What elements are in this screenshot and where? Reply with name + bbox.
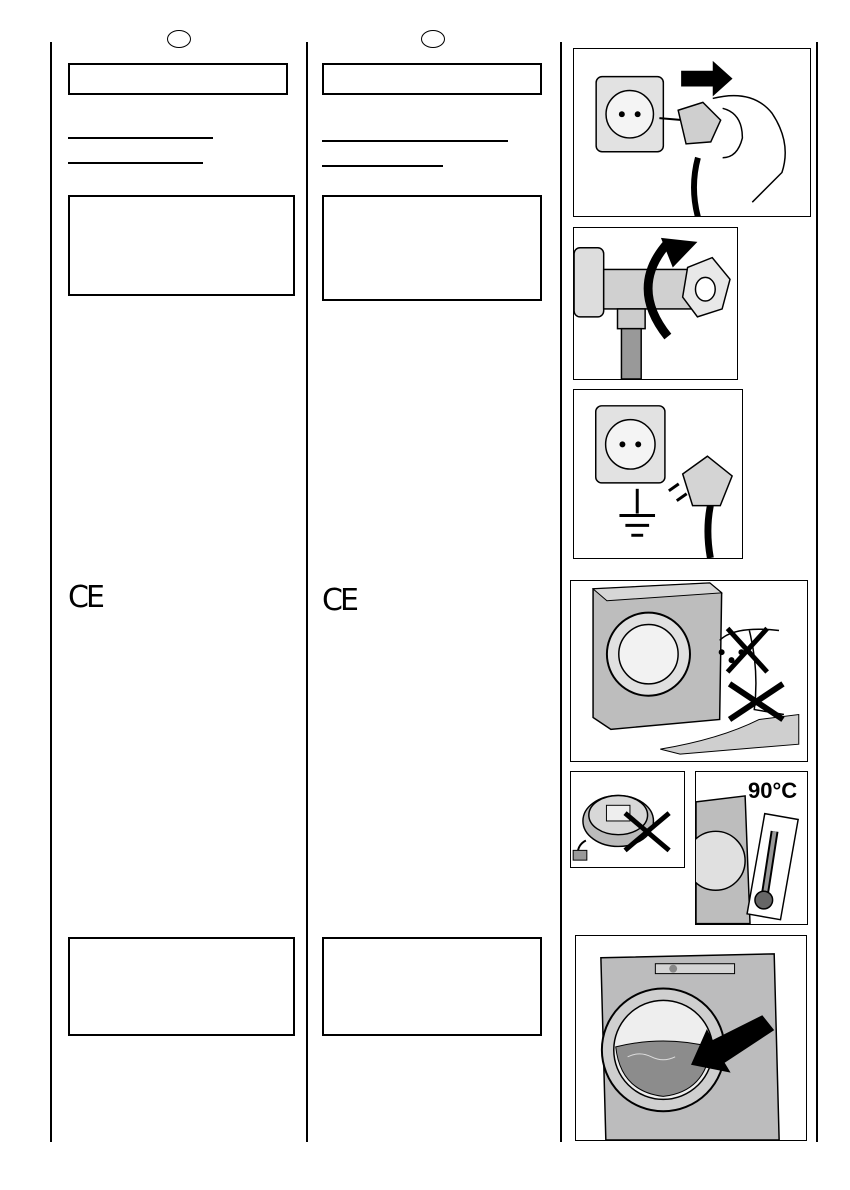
column-divider-right — [560, 42, 562, 1142]
no-wet-hands-barefoot-icon — [571, 581, 807, 761]
left-ce-mark: CE — [68, 580, 102, 615]
no-extension-lead-icon — [571, 772, 684, 867]
earthed-socket-illustration — [573, 389, 743, 559]
door-water-level-icon — [576, 936, 806, 1140]
temperature-label: 90°C — [748, 778, 798, 803]
right-warning-box — [322, 195, 542, 301]
left-warning-box — [68, 195, 295, 296]
no-wet-hands-illustration — [570, 580, 808, 762]
unplug-illustration — [573, 48, 811, 217]
right-section-title-box — [322, 63, 542, 95]
left-bottom-notice-box — [68, 937, 295, 1036]
water-tap-icon — [574, 228, 737, 379]
column-divider-edge — [816, 42, 818, 1142]
right-heading-underline-1 — [322, 140, 508, 142]
column-divider-middle — [306, 42, 308, 1142]
left-heading-underline-2 — [68, 162, 203, 164]
right-heading-underline-2 — [322, 165, 443, 167]
no-extension-lead-illustration — [570, 771, 685, 868]
unplug-icon — [574, 49, 810, 216]
column-divider-left — [50, 42, 52, 1142]
left-section-title-box — [68, 63, 288, 95]
water-tap-illustration — [573, 227, 738, 380]
left-heading-underline-1 — [68, 137, 213, 139]
door-water-level-illustration — [575, 935, 807, 1141]
language-badge-right — [421, 30, 445, 48]
right-bottom-notice-box — [322, 937, 542, 1036]
language-badge-left — [167, 30, 191, 48]
earthed-socket-icon — [574, 390, 742, 558]
right-ce-mark: CE — [322, 583, 356, 618]
hot-glass-illustration — [695, 771, 808, 925]
